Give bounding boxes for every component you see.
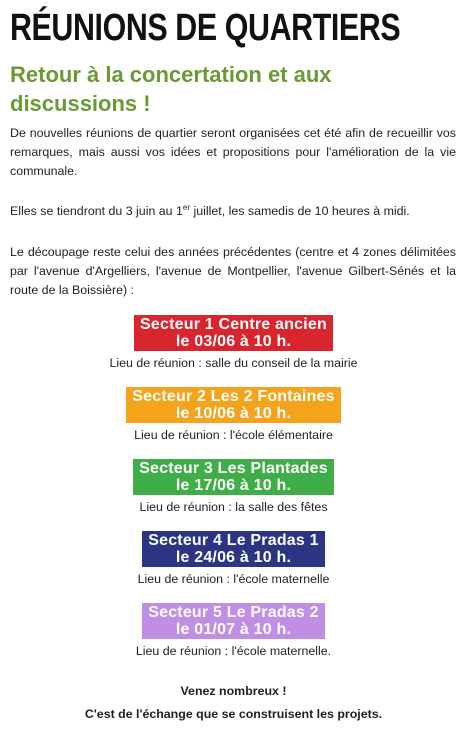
page-title: RÉUNIONS DE QUARTIERS — [10, 7, 401, 49]
sector-name: Secteur 1 Centre ancien — [140, 316, 327, 333]
sector-place: Lieu de réunion : salle du conseil de la mairie — [109, 356, 358, 370]
sector-3 — [0, 459, 467, 515]
sector-banner — [133, 459, 334, 495]
sector-name: Secteur 5 Le Pradas 2 — [148, 604, 319, 621]
sector-name: Secteur 4 Le Pradas 1 — [148, 532, 319, 549]
sector-4 — [0, 531, 467, 587]
intro-paragraph: De nouvelles réunions de quartier seront organisées cet été afin de recueillir vos remarques, mais aussi vos idées et propositions pour l'amélioration de la vie communale. — [10, 126, 456, 178]
sector-place: Lieu de réunion : la salle des fêtes — [139, 500, 328, 514]
sector-date: le 10/06 à 10 h. — [175, 405, 292, 422]
sector-date: le 01/07 à 10 h. — [175, 621, 292, 638]
closing-line-2: C'est de l'échange que se construisent les projets. — [84, 707, 383, 721]
sector-name: Secteur 2 Les 2 Fontaines — [132, 388, 335, 405]
dates-text-end: juillet, les samedis de 10 heures à midi. — [190, 204, 410, 218]
sector-1 — [0, 315, 467, 371]
sector-place: Lieu de réunion : l'école maternelle. — [135, 644, 332, 658]
sector-banner — [126, 387, 340, 423]
dates-text-start: Elles se tiendront du 3 juin au 1 — [10, 204, 183, 218]
sector-place: Lieu de réunion : l'école maternelle — [137, 572, 330, 586]
sector-date: le 17/06 à 10 h. — [175, 477, 292, 494]
sector-banner — [142, 531, 325, 567]
sector-2 — [0, 387, 467, 443]
sector-name: Secteur 3 Les Plantades — [139, 460, 328, 477]
sector-banner — [134, 315, 333, 351]
sector-date: le 24/06 à 10 h. — [175, 549, 292, 566]
sector-date: le 03/06 à 10 h. — [175, 333, 292, 350]
sector-place: Lieu de réunion : l'école élémentaire — [134, 428, 333, 442]
sector-5 — [0, 603, 467, 659]
page-subtitle: Retour à la concertation et aux discussions ! — [10, 62, 332, 116]
dates-superscript: er — [182, 203, 191, 212]
zones-paragraph: Le découpage reste celui des années précédentes (centre et 4 zones délimitées par l'avenue d'Argelliers, l'avenue de Montpellier, l'avenue Gilbert-Sénés et la route de la Boissière) : — [10, 245, 456, 297]
closing-line-1: Venez nombreux ! — [180, 684, 287, 698]
dates-paragraph — [10, 202, 456, 221]
sector-banner — [142, 603, 325, 639]
